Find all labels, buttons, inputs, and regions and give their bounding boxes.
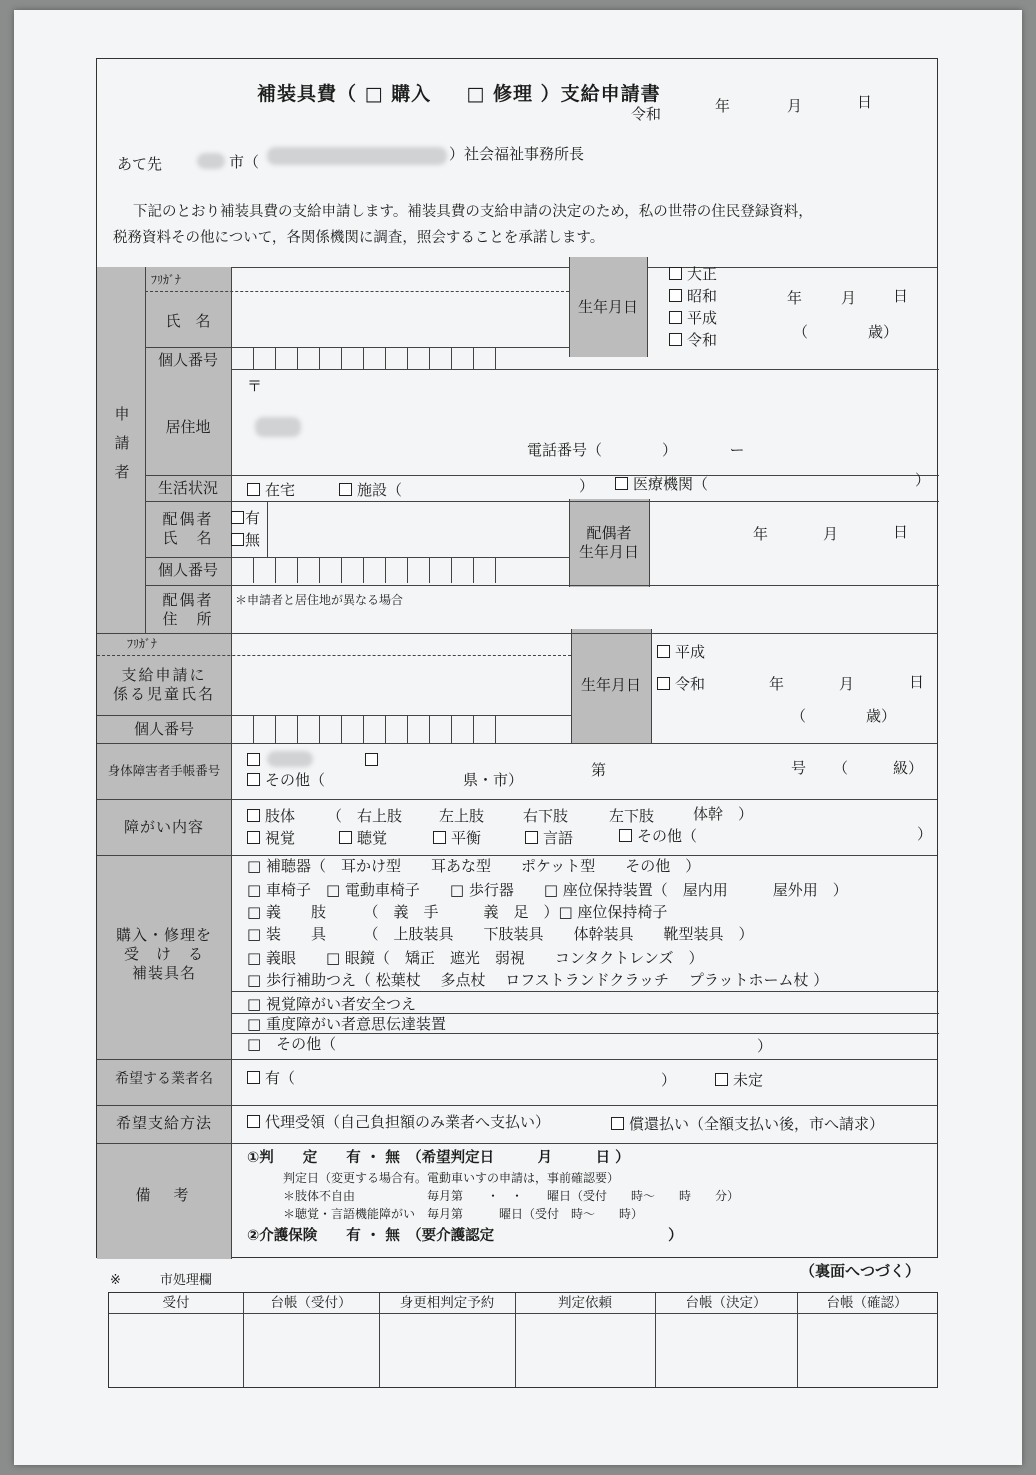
disability-label: 障がい内容	[123, 817, 204, 836]
vendor-label: 希望する業者名	[115, 1070, 213, 1087]
dob-year: 年	[787, 289, 803, 307]
device-walking-aid[interactable]: □ 歩行補助つえ（ 松葉杖 多点杖 ロフストランドクラッチ プラットホーム杖 ）	[247, 971, 829, 989]
continued-note: （裏面へつづく）	[800, 1262, 921, 1280]
phone-number-field[interactable]: 電話番号（ ） ー	[527, 441, 745, 459]
living-facility-checkbox[interactable]: 施設（	[339, 481, 402, 499]
spouse-dob-label: 配偶者 生年月日	[578, 524, 639, 561]
addressee-prefix: あて先	[117, 155, 163, 173]
applicant-furigana-label: ﾌﾘｶﾞﾅ	[151, 273, 182, 287]
living-home-checkbox[interactable]: 在宅	[247, 481, 295, 499]
living-status-label: 生活状況	[157, 478, 218, 497]
payment-refund-checkbox[interactable]: 償還払い（全額支払い後，市へ請求）	[611, 1115, 884, 1133]
era-taisho[interactable]: 大正	[669, 265, 717, 283]
era-showa[interactable]: 昭和	[669, 287, 717, 305]
handbook-number-prefix: 第	[591, 761, 607, 779]
child-age: （ 歳）	[791, 707, 897, 725]
handbook-city-checkbox[interactable]	[365, 751, 383, 769]
spouse-dob-month: 月	[823, 525, 839, 543]
child-dob-day: 日	[909, 673, 925, 691]
processing-table	[108, 1292, 938, 1388]
spouse-yes-checkbox[interactable]: 有	[231, 509, 260, 527]
device-wheelchair[interactable]: □ 車椅子 □ 電動車椅子 □ 歩行器 □ 座位保持装置（ 屋内用 屋外用 ）	[247, 881, 848, 899]
disability-upper-right: （ 右上肢	[327, 807, 403, 825]
disability-hearing-checkbox[interactable]: 聴覚	[339, 829, 387, 847]
processing-col-ledger-decision: 台帳（決定）	[685, 1294, 767, 1311]
disability-lower-right: 右下肢	[523, 807, 569, 825]
child-dob-month: 月	[839, 675, 855, 693]
child-era-reiwa[interactable]: 令和	[657, 675, 705, 693]
device-eye[interactable]: □ 義眼 □ 眼鏡（ 矯正 遮光 弱視 コンタクトレンズ ）	[247, 949, 704, 967]
device-other-close: ）	[757, 1037, 773, 1055]
spouse-my-number-label: 個人番号	[157, 560, 218, 579]
applicant-dob-label: 生年月日	[577, 297, 638, 316]
device-orthosis[interactable]: □ 装 具 （ 上肢装具 下肢装具 体幹装具 靴型装具 ）	[247, 925, 754, 943]
era-reiwa[interactable]: 令和	[669, 331, 717, 349]
child-era-heisei[interactable]: 平成	[657, 643, 705, 661]
disability-vision-checkbox[interactable]: 視覚	[247, 829, 295, 847]
disability-other-checkbox[interactable]: その他（	[619, 827, 697, 845]
spouse-name-label: 配偶者 氏 名	[162, 510, 214, 547]
remarks-judgement-note: 判定日（変更する場合有。電動車いすの申請は，事前確認要）	[283, 1171, 620, 1185]
disability-lower-left: 左下肢	[609, 807, 655, 825]
date-year: 年	[715, 97, 731, 115]
dob-age: （ 歳）	[793, 323, 899, 341]
remarks-hearing-schedule: ＊聴覚・言語機能障がい 毎月第 曜日（受付 時～ 時）	[283, 1207, 644, 1221]
postal-mark: 〒	[247, 377, 263, 395]
disability-limb-checkbox[interactable]: 肢体	[247, 807, 295, 825]
applicant-section-label: 申請者	[112, 405, 131, 493]
remarks-care-insurance: ②介護保険 有 ・ 無 （要介護認定 ）	[247, 1228, 683, 1244]
dob-month: 月	[841, 289, 857, 307]
child-name-label: 支給申請に 係る児童氏名	[112, 666, 215, 703]
redacted-pref	[267, 751, 313, 767]
child-my-number-label: 個人番号	[133, 719, 194, 738]
remarks-label: 備 考	[135, 1185, 193, 1204]
device-prosthesis[interactable]: □ 義 肢 （ 義 手 義 足 ）□ 座位保持椅子	[247, 903, 668, 921]
application-form	[96, 58, 938, 1258]
child-furigana-label: ﾌﾘｶﾞﾅ	[127, 637, 158, 651]
disability-speech-checkbox[interactable]: 言語	[525, 829, 573, 847]
vendor-yes-checkbox[interactable]: 有（	[247, 1069, 295, 1087]
handbook-pref-checkbox[interactable]	[247, 751, 265, 769]
device-other[interactable]: □ その他（	[247, 1035, 337, 1053]
payment-proxy-checkbox[interactable]: 代理受領（自己負担額のみ業者へ支払い）	[247, 1113, 550, 1131]
handbook-grade: （ 級）	[833, 759, 924, 777]
address-label: 居住地	[165, 417, 211, 436]
remarks-judgement: ①判 定 有 ・ 無 （希望判定日 月 日 ）	[247, 1150, 630, 1166]
processing-col-ledger-reception: 台帳（受付）	[270, 1294, 352, 1311]
processing-col-assessment-request: 判定依頼	[558, 1294, 612, 1311]
disability-balance-checkbox[interactable]: 平衡	[433, 829, 481, 847]
living-facility-close: ）	[579, 477, 595, 495]
spouse-address-note: ＊申請者と居住地が異なる場合	[235, 593, 404, 607]
child-dob-year: 年	[769, 675, 785, 693]
spouse-dob-year: 年	[753, 525, 769, 543]
date-era: 令和	[631, 105, 662, 123]
declaration-line-2: 税務資料その他について，各関係機関に調査，照会することを承諾します。	[113, 230, 605, 246]
vendor-undecided-checkbox[interactable]: 未定	[715, 1071, 763, 1089]
date-month: 月	[787, 97, 803, 115]
disability-upper-left: 左上肢	[439, 807, 485, 825]
living-medical-checkbox[interactable]: 医療機関（	[615, 475, 708, 493]
redacted-office	[267, 147, 447, 165]
device-hearing-aid[interactable]: □ 補聴器（ 耳かけ型 耳あな型 ポケット型 その他 ）	[247, 857, 701, 875]
payment-label: 希望支給方法	[115, 1113, 212, 1132]
applicant-name-label: 氏 名	[165, 311, 211, 330]
handbook-other-checkbox[interactable]: その他（	[247, 771, 325, 789]
disability-trunk: 体幹 ）	[693, 805, 754, 823]
device-white-cane[interactable]: □ 視覚障がい者安全つえ	[247, 995, 416, 1013]
addressee-suffix: ）社会福祉事務所長	[449, 145, 585, 163]
redacted-address	[255, 417, 301, 437]
addressee-city: 市（	[229, 153, 260, 171]
processing-col-ledger-confirm: 台帳（確認）	[826, 1294, 908, 1311]
remarks-limb-schedule: ＊肢体不自由 毎月第 ・ ・ 曜日（受付 時～ 時 分）	[283, 1189, 740, 1203]
handbook-pref-city: 県・市）	[463, 771, 524, 789]
vendor-close: ）	[661, 1071, 677, 1089]
dob-day: 日	[893, 287, 909, 305]
child-dob-label: 生年月日	[580, 675, 641, 694]
applicant-my-number-label: 個人番号	[157, 350, 218, 369]
era-heisei[interactable]: 平成	[669, 309, 717, 327]
processing-label: ※ 市処理欄	[110, 1273, 212, 1288]
handbook-issue: 号	[791, 759, 807, 777]
handbook-label: 身体障害者手帳番号	[107, 762, 221, 778]
declaration-line-1: 下記のとおり補装具費の支給申請します。補装具費の支給申請の決定のため，私の世帯の住民登録資料，	[133, 204, 813, 220]
devices-label: 購入・修理を 受 け る 補装具名	[115, 925, 212, 982]
processing-col-assessment-booking: 身更相判定予約	[399, 1294, 495, 1311]
processing-col-reception: 受付	[162, 1294, 190, 1311]
spouse-no-checkbox[interactable]: 無	[231, 531, 260, 549]
form-title: 補装具費（ □ 購入 □ 修理 ）支給申請書	[257, 83, 661, 105]
living-medical-close: ）	[915, 471, 931, 489]
spouse-address-label: 配偶者 住 所	[162, 591, 214, 628]
disability-other-close: ）	[917, 825, 933, 843]
spouse-dob-day: 日	[893, 523, 909, 541]
device-communication[interactable]: □ 重度障がい者意思伝達装置	[247, 1015, 446, 1033]
date-day: 日	[857, 93, 873, 111]
redacted-city	[197, 153, 225, 169]
